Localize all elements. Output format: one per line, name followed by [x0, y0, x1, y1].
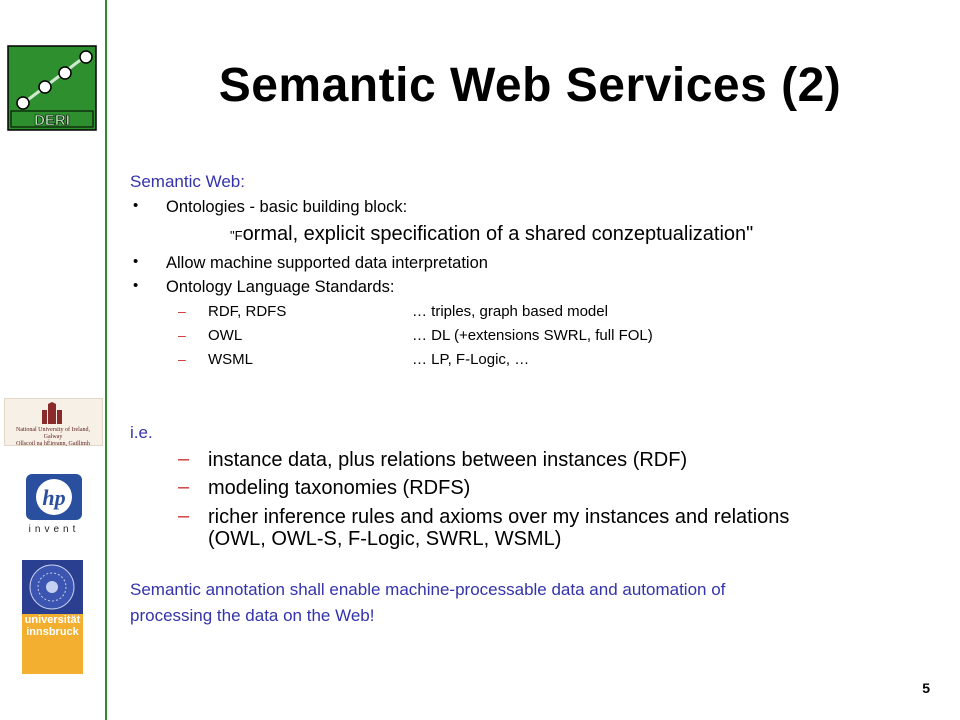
deri-logo	[7, 45, 97, 131]
closing-line-1: Semantic annotation shall enable machine-processable data and automation of	[130, 580, 726, 599]
nuig-logo	[4, 398, 103, 446]
quote-prefix: "F	[230, 228, 243, 243]
standard-name: RDF, RDFS	[208, 303, 287, 320]
dash-marker: –	[178, 476, 190, 498]
ie-item-inference-continued: (OWL, OWL-S, F-Logic, SWRL, WSML)	[208, 528, 562, 550]
dash-marker: –	[178, 327, 186, 343]
hp-invent-logo	[16, 472, 92, 540]
ie-item-rdf: instance data, plus relations between instances (RDF)	[208, 449, 688, 471]
svg-text:hp: hp	[42, 485, 66, 510]
standard-description: … LP, F-Logic, …	[412, 351, 530, 368]
bullet-machine-interpretation: Allow machine supported data interpretation	[166, 254, 488, 272]
slide-title: Semantic Web Services (2)	[218, 59, 842, 112]
quote-rest: ormal, explicit specification of a shared conzeptualization"	[242, 223, 754, 245]
ie-item-inference: richer inference rules and axioms over my instances and relations	[208, 506, 790, 528]
bullet-marker: •	[133, 277, 139, 294]
dash-marker: –	[178, 303, 186, 319]
dash-marker: –	[178, 448, 190, 470]
ie-label: i.e.	[130, 423, 153, 442]
nuig-logo-text: National University of Ireland, Galway Ollscoil na hÉireann, Gaillimh	[16, 427, 90, 447]
left-divider-line	[105, 0, 107, 720]
nuig-crest-icon	[37, 402, 67, 426]
uibk-logo	[22, 560, 83, 674]
dash-marker: –	[178, 351, 186, 367]
hp-invent-text: invent	[28, 524, 80, 535]
page-number: 5	[922, 680, 930, 696]
ie-item-rdfs: modeling taxonomies (RDFS)	[208, 477, 471, 499]
semantic-web-heading: Semantic Web:	[130, 172, 245, 191]
dash-marker: –	[178, 505, 190, 527]
bullet-language-standards: Ontology Language Standards:	[166, 278, 395, 296]
ontology-definition-quote	[230, 223, 753, 246]
bullet-ontologies: Ontologies - basic building block:	[166, 198, 408, 216]
bullet-marker: •	[133, 197, 139, 214]
standard-name: OWL	[208, 327, 243, 344]
standard-name: WSML	[208, 351, 253, 368]
closing-statement	[130, 577, 920, 629]
standard-description: … DL (+extensions SWRL, full FOL)	[412, 327, 653, 344]
deri-logo-text: DERI	[34, 112, 70, 129]
hp-badge-icon	[16, 472, 92, 522]
standard-description: … triples, graph based model	[412, 303, 608, 320]
closing-line-2: processing the data on the Web!	[130, 606, 375, 625]
uibk-globe-icon	[22, 560, 83, 614]
uibk-logo-text: universität innsbruck	[24, 614, 81, 638]
bullet-marker: •	[133, 253, 139, 270]
